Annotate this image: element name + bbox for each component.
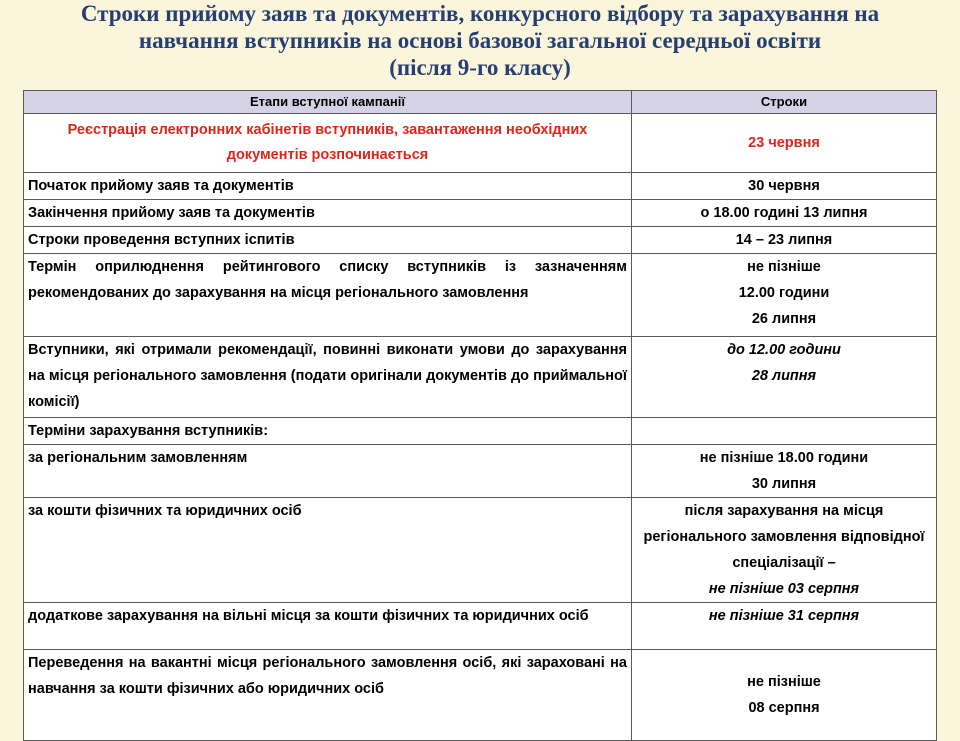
date-line: 26 липня — [751, 311, 817, 327]
date-cell: 30 червня — [632, 173, 937, 200]
header-stages: Етапи вступної кампанії — [24, 91, 632, 114]
date-line: регіонального замовлення відповідної — [643, 529, 925, 545]
stage-cell: Переведення на вакантні місця регіонального замовлення осіб, які зараховані на навчання за кошти фізичних або юридичних осіб — [24, 650, 632, 741]
stage-cell: Вступники, які отримали рекомендації, повинні виконати умови до зарахування на місця регіонального замовлення (подати оригінали документів до приймальної комісії) — [24, 337, 632, 418]
date-line: до 12.00 години — [727, 342, 841, 358]
date-cell — [632, 498, 937, 603]
date-cell-empty — [632, 418, 937, 445]
table-row-additional — [24, 603, 937, 650]
table-row-end — [24, 200, 937, 227]
header-dates: Строки — [632, 91, 937, 114]
table-row-exams — [24, 227, 937, 254]
date-line: 30 липня — [751, 476, 817, 492]
date-line: після зарахування на місця — [684, 503, 884, 519]
date-line: 28 липня — [751, 368, 817, 384]
date-cell: 14 – 23 липня — [632, 227, 937, 254]
date-line: не пізніше 03 серпня — [708, 581, 860, 597]
date-cell — [632, 254, 937, 337]
table-row-rating — [24, 254, 937, 337]
stage-cell: за кошти фізичних та юридичних осіб — [24, 498, 632, 603]
date-line: спеціалізації – — [732, 555, 836, 571]
admission-schedule-table — [23, 90, 937, 741]
table-row-registration — [24, 114, 937, 173]
stage-cell: Строки проведення вступних іспитів — [24, 227, 632, 254]
date-cell: не пізніше 31 серпня — [632, 603, 937, 650]
page-title — [0, 0, 960, 81]
title-line-2: навчання вступників на основі базової загальної середньої освіти — [138, 28, 822, 53]
stage-cell: за регіональним замовленням — [24, 445, 632, 498]
table-row-terms-heading — [24, 418, 937, 445]
title-line-1: Строки прийому заяв та документів, конкурсного відбору та зарахування на — [80, 1, 880, 26]
stage-cell: Початок прийому заяв та документів — [24, 173, 632, 200]
date-line: не пізніше — [747, 674, 821, 690]
date-cell — [632, 337, 937, 418]
date-cell: о 18.00 годині 13 липня — [632, 200, 937, 227]
date-line: не пізніше — [747, 259, 821, 275]
stage-cell: Закінчення прийому заяв та документів — [24, 200, 632, 227]
date-cell — [632, 445, 937, 498]
stage-cell: Реєстрація електронних кабінетів вступників, завантаження необхідних документів розпочинається — [24, 114, 632, 173]
table-row-recommended — [24, 337, 937, 418]
date-line: 08 серпня — [748, 700, 820, 716]
stage-cell: Термін оприлюднення рейтингового списку вступників із зазначенням рекомендованих до зарахування на місця регіонального замовлення — [24, 254, 632, 337]
date-cell — [632, 650, 937, 741]
table-header-row — [24, 91, 937, 114]
stage-cell: Терміни зарахування вступників: — [24, 418, 632, 445]
date-line: 12.00 години — [738, 285, 830, 301]
table-row-transfer — [24, 650, 937, 741]
table-row-private — [24, 498, 937, 603]
date-line: не пізніше 18.00 години — [699, 450, 869, 466]
title-line-3: (після 9-го класу) — [389, 55, 571, 80]
date-cell: 23 червня — [632, 114, 937, 173]
table-row-regional — [24, 445, 937, 498]
table-row-start — [24, 173, 937, 200]
stage-cell: додаткове зарахування на вільні місця за кошти фізичних та юридичних осіб — [24, 603, 632, 650]
